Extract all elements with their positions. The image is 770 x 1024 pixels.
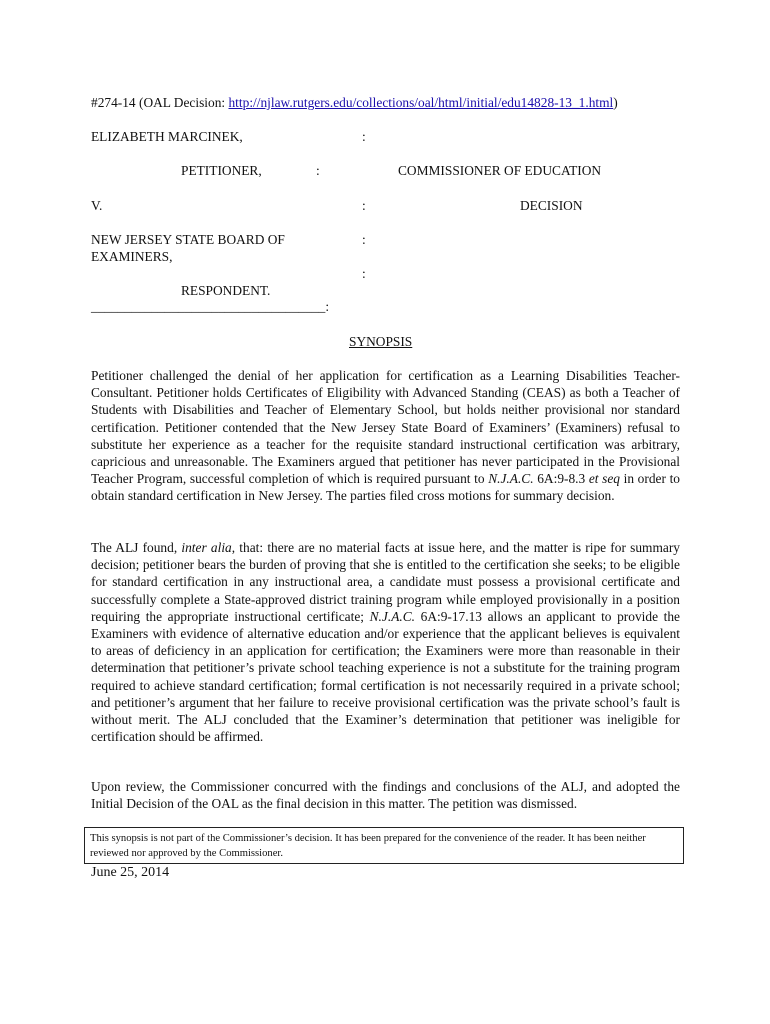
caption-colon: : — [316, 163, 320, 178]
decision-date: June 25, 2014 — [91, 865, 170, 880]
versus: V. — [91, 198, 103, 213]
synopsis-paragraph-2 — [91, 539, 680, 745]
caption-colon: : — [362, 266, 366, 281]
paragraph-text: , that: there are no material facts at issue here, and the matter is ripe for summary decision; petitioner bears the burden of proving that she is entitled to the certification she seeks; to be eligible for standard certification in any instructional area, a candidate must possess a provisional certificate and successfully complete a State-approved district training program while employed provisionally in a position requiring the appropriate instructional certificate; — [91, 540, 680, 624]
paragraph-text: Petitioner challenged the denial of her application for certification as a Learning Disabilities Teacher-Consultant. Petitioner holds Certificates of Eligibility with Advanced Standing (CEAS) as both a Teacher of Students with Disabilities and Teacher of Elementary School, but holds neither provisional nor standard certification. Petitioner contended that the New Jersey State Board of Examiners’ (Examiners) refusal to substitute her experience as a teacher for the requisite standard instructional certification was arbitrary, capricious and unreasonable. The Examiners argued that petitioner has never participated in the Provisional Teacher Program, successful completion of which is required pursuant to — [91, 368, 680, 487]
paragraph-text: 6A:9-17.13 allows an applicant to provide the Examiners with evidence of alternative education and/or experience that the applicant believes is equivalent to areas of deficiency in an application for certification; the Examiners were more than reasonable in their determination that petitioner’s private school teaching experience is not a substitute for the training program required to achieve standard certification; formal certification is not necessarily required in a private school; and petitioner’s argument that her failure to receive provisional certification was the private school’s fault is without merit. The ALJ concluded that the Examiner’s determination that petitioner was ineligible for certification should be affirmed. — [91, 608, 680, 745]
disclaimer-box: This synopsis is not part of the Commissioner’s decision. It has been prepared for the convenience of the reader. It has been neither reviewed nor approved by the Commissioner. — [84, 827, 684, 864]
case-header — [91, 94, 618, 111]
commissioner-heading: COMMISSIONER OF EDUCATION — [398, 163, 602, 178]
synopsis-paragraph-3: Upon review, the Commissioner concurred with the findings and conclusions of the ALJ, and adopted the Initial Decision of the OAL as the final decision in this matter. The petition was dismissed. — [91, 779, 680, 812]
citation: inter alia — [181, 540, 232, 555]
caption-colon: : — [362, 198, 366, 213]
respondent-name-line1: NEW JERSEY STATE BOARD OF — [91, 232, 285, 247]
respondent-name-line2: EXAMINERS, — [91, 249, 173, 264]
citation: et seq — [588, 471, 620, 487]
respondent-label: RESPONDENT. — [181, 283, 271, 298]
caption-colon: : — [362, 232, 366, 247]
paragraph-text: in order to obtain standard certification in New Jersey. The parties filed cross motions for summary decision. — [91, 471, 680, 504]
synopsis-heading: SYNOPSIS — [349, 334, 413, 349]
synopsis-paragraph-1 — [91, 367, 680, 505]
caption-rule: ___________________________________: — [91, 299, 330, 314]
decision-heading: DECISION — [520, 198, 583, 213]
case-header-suffix: ) — [613, 95, 618, 110]
citation: N.J.A.C. — [369, 608, 416, 624]
oal-decision-link[interactable]: http://njlaw.rutgers.edu/collections/oal/html/initial/edu14828-13_1.html — [228, 95, 614, 110]
citation: N.J.A.C. — [488, 471, 534, 487]
paragraph-text: 6A:9-8.3 — [533, 471, 589, 487]
caption-colon: : — [362, 129, 366, 144]
petitioner-label: PETITIONER, — [181, 163, 262, 178]
case-number: #274-14 (OAL Decision: — [91, 95, 229, 110]
paragraph-text: The ALJ found, — [91, 540, 182, 555]
petitioner-name: ELIZABETH MARCINEK, — [91, 129, 243, 144]
